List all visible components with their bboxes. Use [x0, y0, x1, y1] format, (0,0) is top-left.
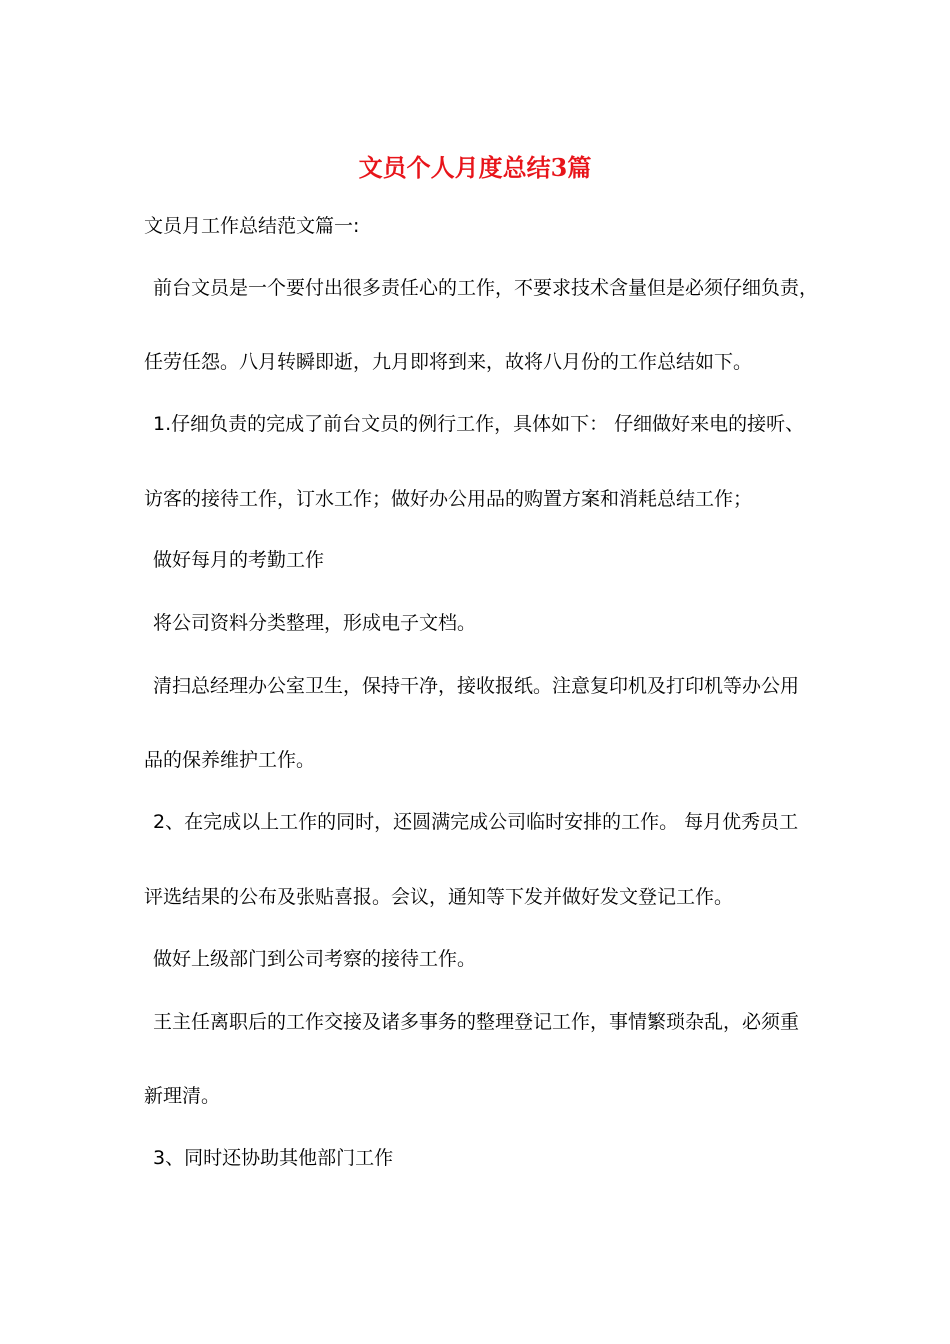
paragraph-line: 新理清。 — [144, 1085, 221, 1107]
paragraph-line: 访客的接待工作，订水工作；做好办公用品的购置方案和消耗总结工作； — [144, 488, 753, 510]
paragraph-line: 清扫总经理办公室卫生，保持干净，接收报纸。注意复印机及打印机等办公用 — [153, 675, 800, 697]
section-heading: 文员月工作总结范文篇一: — [144, 215, 360, 237]
paragraph-line: 将公司资料分类整理，形成电子文档。 — [153, 612, 477, 634]
paragraph-line: 做好上级部门到公司考察的接待工作。 — [153, 948, 477, 970]
paragraph-line: 2、在完成以上工作的同时，还圆满完成公司临时安排的工作。 每月优秀员工 — [153, 811, 799, 833]
paragraph-line: 前台文员是一个要付出很多责任心的工作，不要求技术含量但是必须仔细负责， — [153, 277, 819, 299]
document-title: 文员个人月度总结3篇 — [358, 153, 592, 182]
paragraph-line: 3、同时还协助其他部门工作 — [153, 1147, 394, 1169]
paragraph-line: 品的保养维护工作。 — [144, 749, 316, 771]
paragraph-line: 做好每月的考勤工作 — [153, 549, 325, 571]
paragraph-line: 评选结果的公布及张贴喜报。会议，通知等下发并做好发文登记工作。 — [144, 886, 734, 908]
paragraph-line: 王主任离职后的工作交接及诸多事务的整理登记工作，事情繁琐杂乱，必须重 — [153, 1011, 800, 1033]
paragraph-line: 1.仔细负责的完成了前台文员的例行工作，具体如下： 仔细做好来电的接听、 — [153, 413, 805, 435]
paragraph-line: 任劳任怨。八月转瞬即逝，九月即将到来，故将八月份的工作总结如下。 — [144, 351, 753, 373]
